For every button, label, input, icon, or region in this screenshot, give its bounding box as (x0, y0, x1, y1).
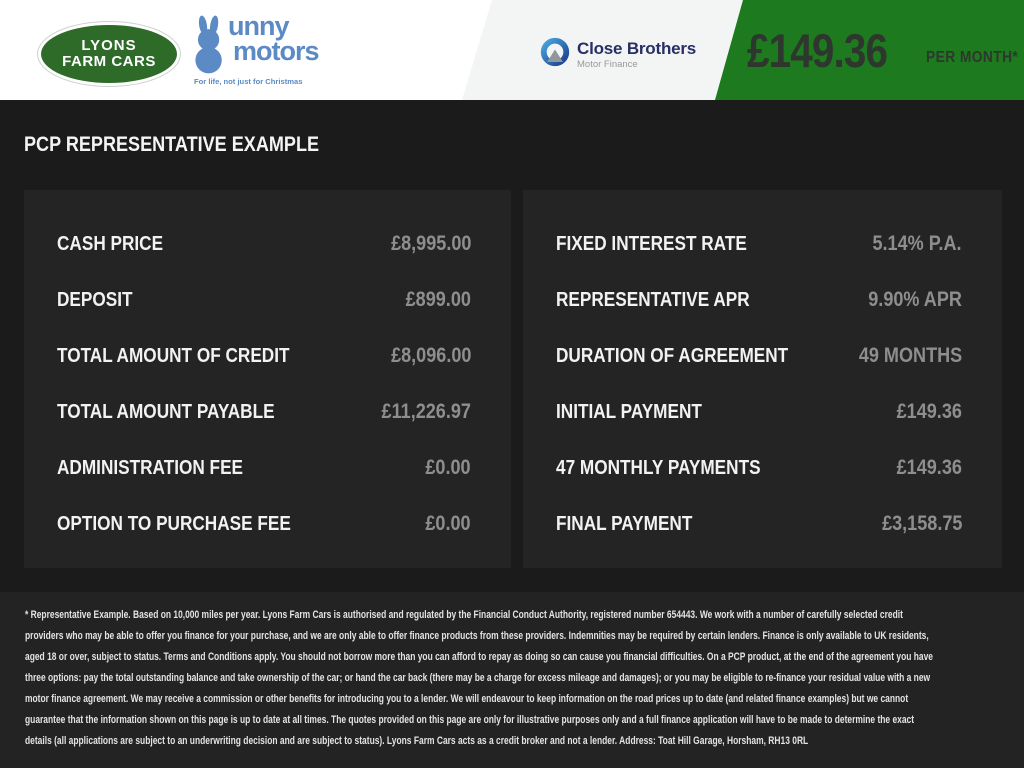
row-value: 9.90% APR (868, 288, 962, 311)
row-label: TOTAL AMOUNT OF CREDIT (57, 344, 290, 367)
table-row (523, 384, 1002, 440)
row-label: DEPOSIT (57, 288, 133, 311)
close-brothers-icon (540, 37, 570, 72)
row-value: £0.00 (425, 512, 471, 535)
row-label: CASH PRICE (57, 232, 164, 255)
row-label: TOTAL AMOUNT PAYABLE (57, 400, 275, 423)
row-value: £11,226.97 (381, 400, 471, 423)
table-row (523, 272, 1002, 328)
close-brothers-name: Close Brothers (577, 39, 697, 58)
price-per-month-amount: £149.36 (747, 23, 888, 77)
table-row (523, 216, 1002, 272)
price-per-month-label: PER MONTH* (925, 49, 1019, 66)
table-row (24, 384, 511, 440)
bunny-motors-logo (192, 11, 319, 88)
finance-panel-left (24, 190, 511, 568)
lyons-farm-cars-logo (38, 22, 180, 86)
row-label: DURATION OF AGREEMENT (556, 344, 789, 367)
row-value: £8,995.00 (390, 232, 471, 255)
header-bar (0, 0, 1024, 100)
table-row (523, 440, 1002, 496)
table-row (24, 216, 511, 272)
table-row (24, 272, 511, 328)
disclaimer-text: * Representative Example. Based on 10,000 miles per year. Lyons Farm Cars is authorised and regulated by the Financial Conduct Authority, registered number 654443. We work with a number of carefully selected credit providers who may be able to offer you finance for your purchase, and we are only able to offer finance products from these providers. Indemnities may be required by certain lenders. Finance is only available to UK residents, aged 18 or over, subject to status. Terms and Conditions apply. You should not borrow more than you can afford to repay as doing so can cause you financial difficulties. On a PCP product, at the end of the agreement you have three options: pay the total outstanding balance and take ownership of the car; or hand the car back (there may be a charge for excess mileage and damages); or you may be eligible to re-finance your residual value with a new motor finance agreement. We may receive a commission or other benefits for introducing you to a lender. We will endeavour to keep information on the road prices up to date (and related finance examples) but we cannot guarantee that the information shown on this page is up to date at all times. The quotes provided on this page are only for illustrative purposes only and a full finance application will have to be made to determine the exact details (all applications are subject to an underwriting decision and are subject to status). Lyons Farm Cars acts as a credit broker and not a lender. Address: Toat Hill Garage, Horsham, RH13 0RL (25, 609, 934, 747)
bunny-icon (192, 14, 226, 79)
row-value: 5.14% P.A. (872, 232, 962, 255)
row-value: 49 MONTHS (858, 344, 962, 367)
row-label: FIXED INTEREST RATE (556, 232, 747, 255)
disclaimer-section (0, 592, 1024, 768)
row-value: £899.00 (405, 288, 471, 311)
lyons-logo-line2: FARM CARS (62, 53, 156, 70)
row-value: £8,096.00 (390, 344, 471, 367)
price-banner (747, 0, 1024, 100)
row-label: 47 MONTHLY PAYMENTS (556, 456, 761, 479)
table-row (24, 496, 511, 552)
row-value: £149.36 (896, 400, 962, 423)
table-row (24, 440, 511, 496)
bunny-logo-word-top: unny (228, 11, 289, 41)
table-row (24, 328, 511, 384)
table-row (523, 328, 1002, 384)
bunny-logo-tagline: For life, not just for Christmas (194, 77, 303, 86)
close-brothers-logo (540, 37, 696, 72)
row-label: FINAL PAYMENT (556, 512, 693, 535)
page-title: PCP REPRESENTATIVE EXAMPLE (24, 133, 320, 156)
row-label: REPRESENTATIVE APR (556, 288, 750, 311)
row-label: ADMINISTRATION FEE (57, 456, 244, 479)
row-value: £149.36 (896, 456, 962, 479)
row-label: OPTION TO PURCHASE FEE (57, 512, 291, 535)
bunny-logo-word-bottom: motors (233, 35, 319, 66)
row-label: INITIAL PAYMENT (556, 400, 702, 423)
row-value: £0.00 (425, 456, 471, 479)
row-value: £3,158.75 (881, 512, 962, 535)
close-brothers-subtitle: Motor Finance (577, 59, 638, 70)
lyons-logo-line1: LYONS (81, 36, 137, 54)
finance-panel-right (523, 190, 1002, 568)
table-row (523, 496, 1002, 552)
